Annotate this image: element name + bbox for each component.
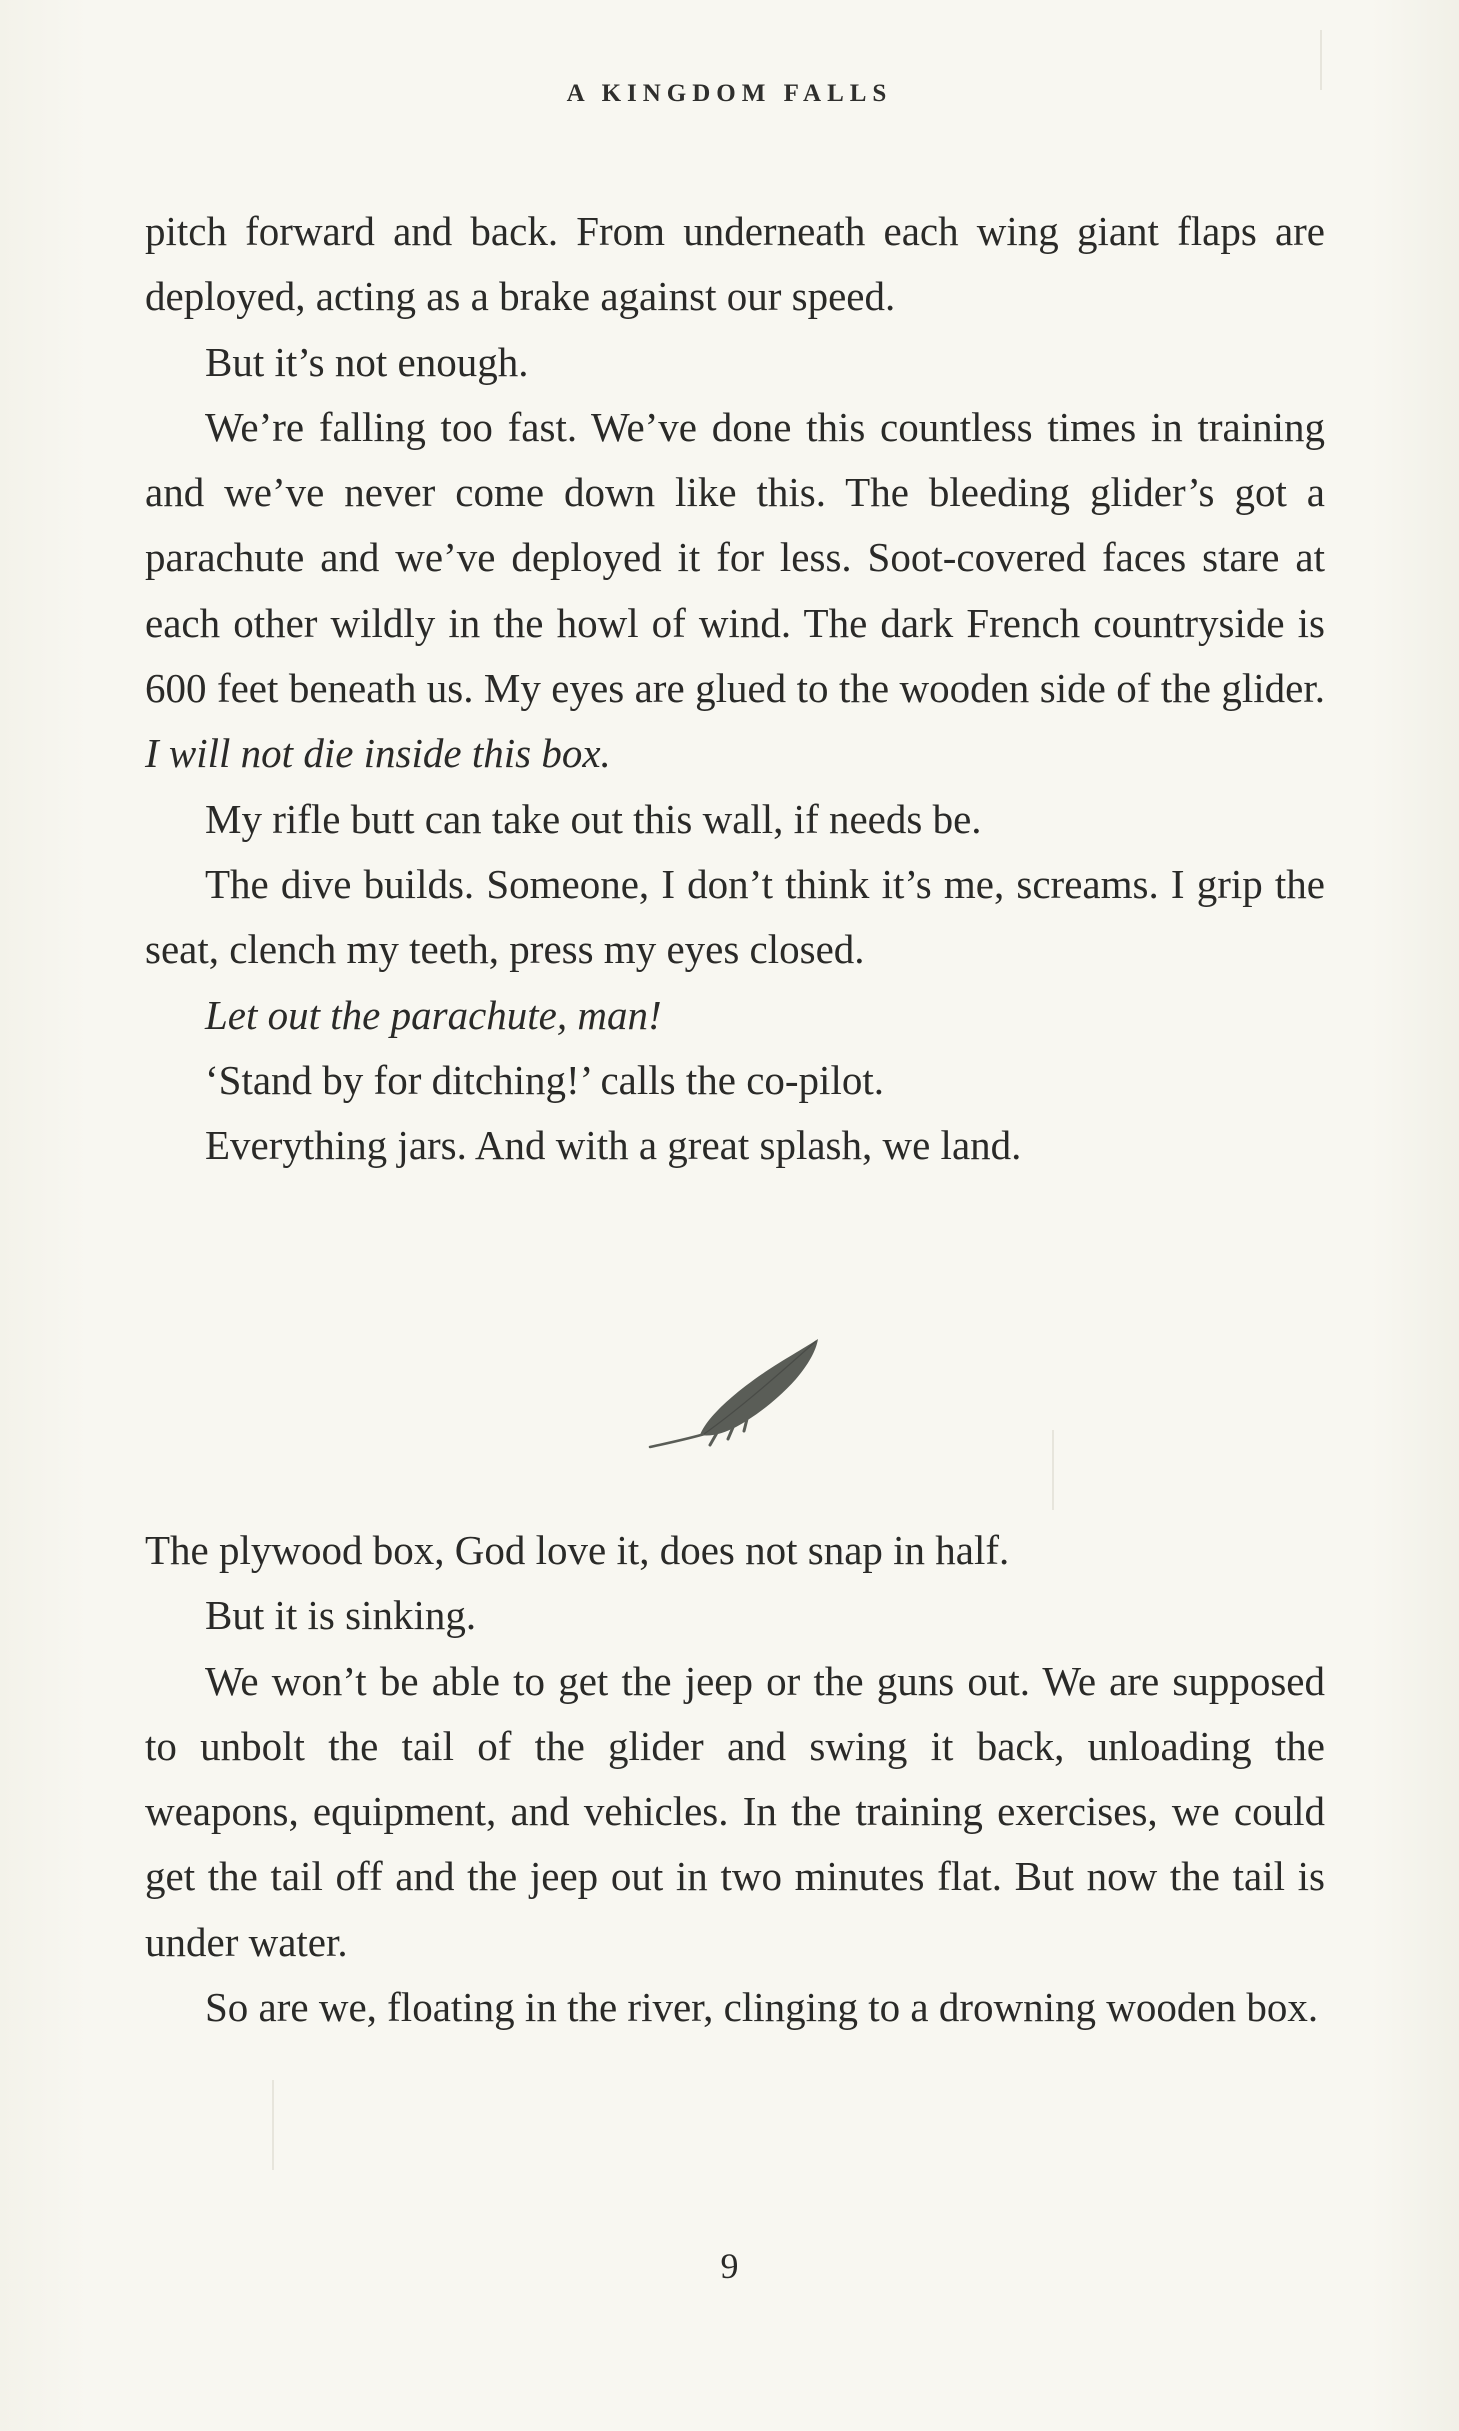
paragraph: So are we, floating in the river, clinging to a drowning wooden box.: [205, 1984, 1319, 2031]
section-one: [145, 199, 1325, 1178]
paragraph: The plywood box, God love it, does not snap in half.: [145, 1527, 1010, 1573]
section-two: [145, 1518, 1325, 2040]
scan-artifact: [1052, 1430, 1054, 1510]
italic-phrase: I will not die inside this box.: [145, 730, 611, 777]
paragraph-italic: Let out the parachute, man!: [205, 991, 662, 1038]
paragraph-text: We’re falling too fast. We’ve done this countless times in training and we’ve never come down like this. The bleeding glider’s got a parachute and we’ve deployed it for less. Soot-covered faces stare at each other wildly in the howl of wind. The dark French countryside is 600 feet beneath us. My eyes are glued to the wooden side of the glider.: [145, 403, 1325, 712]
paragraph: But it is sinking.: [205, 1592, 477, 1639]
paragraph: We won’t be able to get the jeep or the guns out. We are supposed to unbolt the tail of the glider and swing it back, unloading the weapons, equipment, and vehicles. In the training exercises, we could get the tail off and the jeep out in two minutes flat. But now the tail is under water.: [145, 1657, 1325, 1965]
paragraph: [145, 395, 1325, 787]
feather-icon: [648, 1335, 823, 1460]
feather-vane: [700, 1339, 818, 1436]
paragraph: pitch forward and back. From underneath each wing giant flaps are deployed, acting as a brake against our speed.: [145, 208, 1325, 320]
paragraph: ‘Stand by for ditching!’ calls the co-pilot.: [205, 1056, 884, 1103]
scan-artifact: [272, 2080, 274, 2170]
page-number: 9: [720, 2246, 739, 2286]
paragraph: Everything jars. And with a great splash, we land.: [205, 1122, 1022, 1169]
paragraph: My rifle butt can take out this wall, if needs be.: [205, 795, 982, 842]
running-head: A KINGDOM FALLS: [566, 80, 893, 107]
feather-quill: [650, 1433, 708, 1447]
paragraph: But it’s not enough.: [205, 338, 529, 385]
paragraph: The dive builds. Someone, I don’t think it’s me, screams. I grip the seat, clench my teeth, press my eyes closed.: [145, 860, 1325, 973]
